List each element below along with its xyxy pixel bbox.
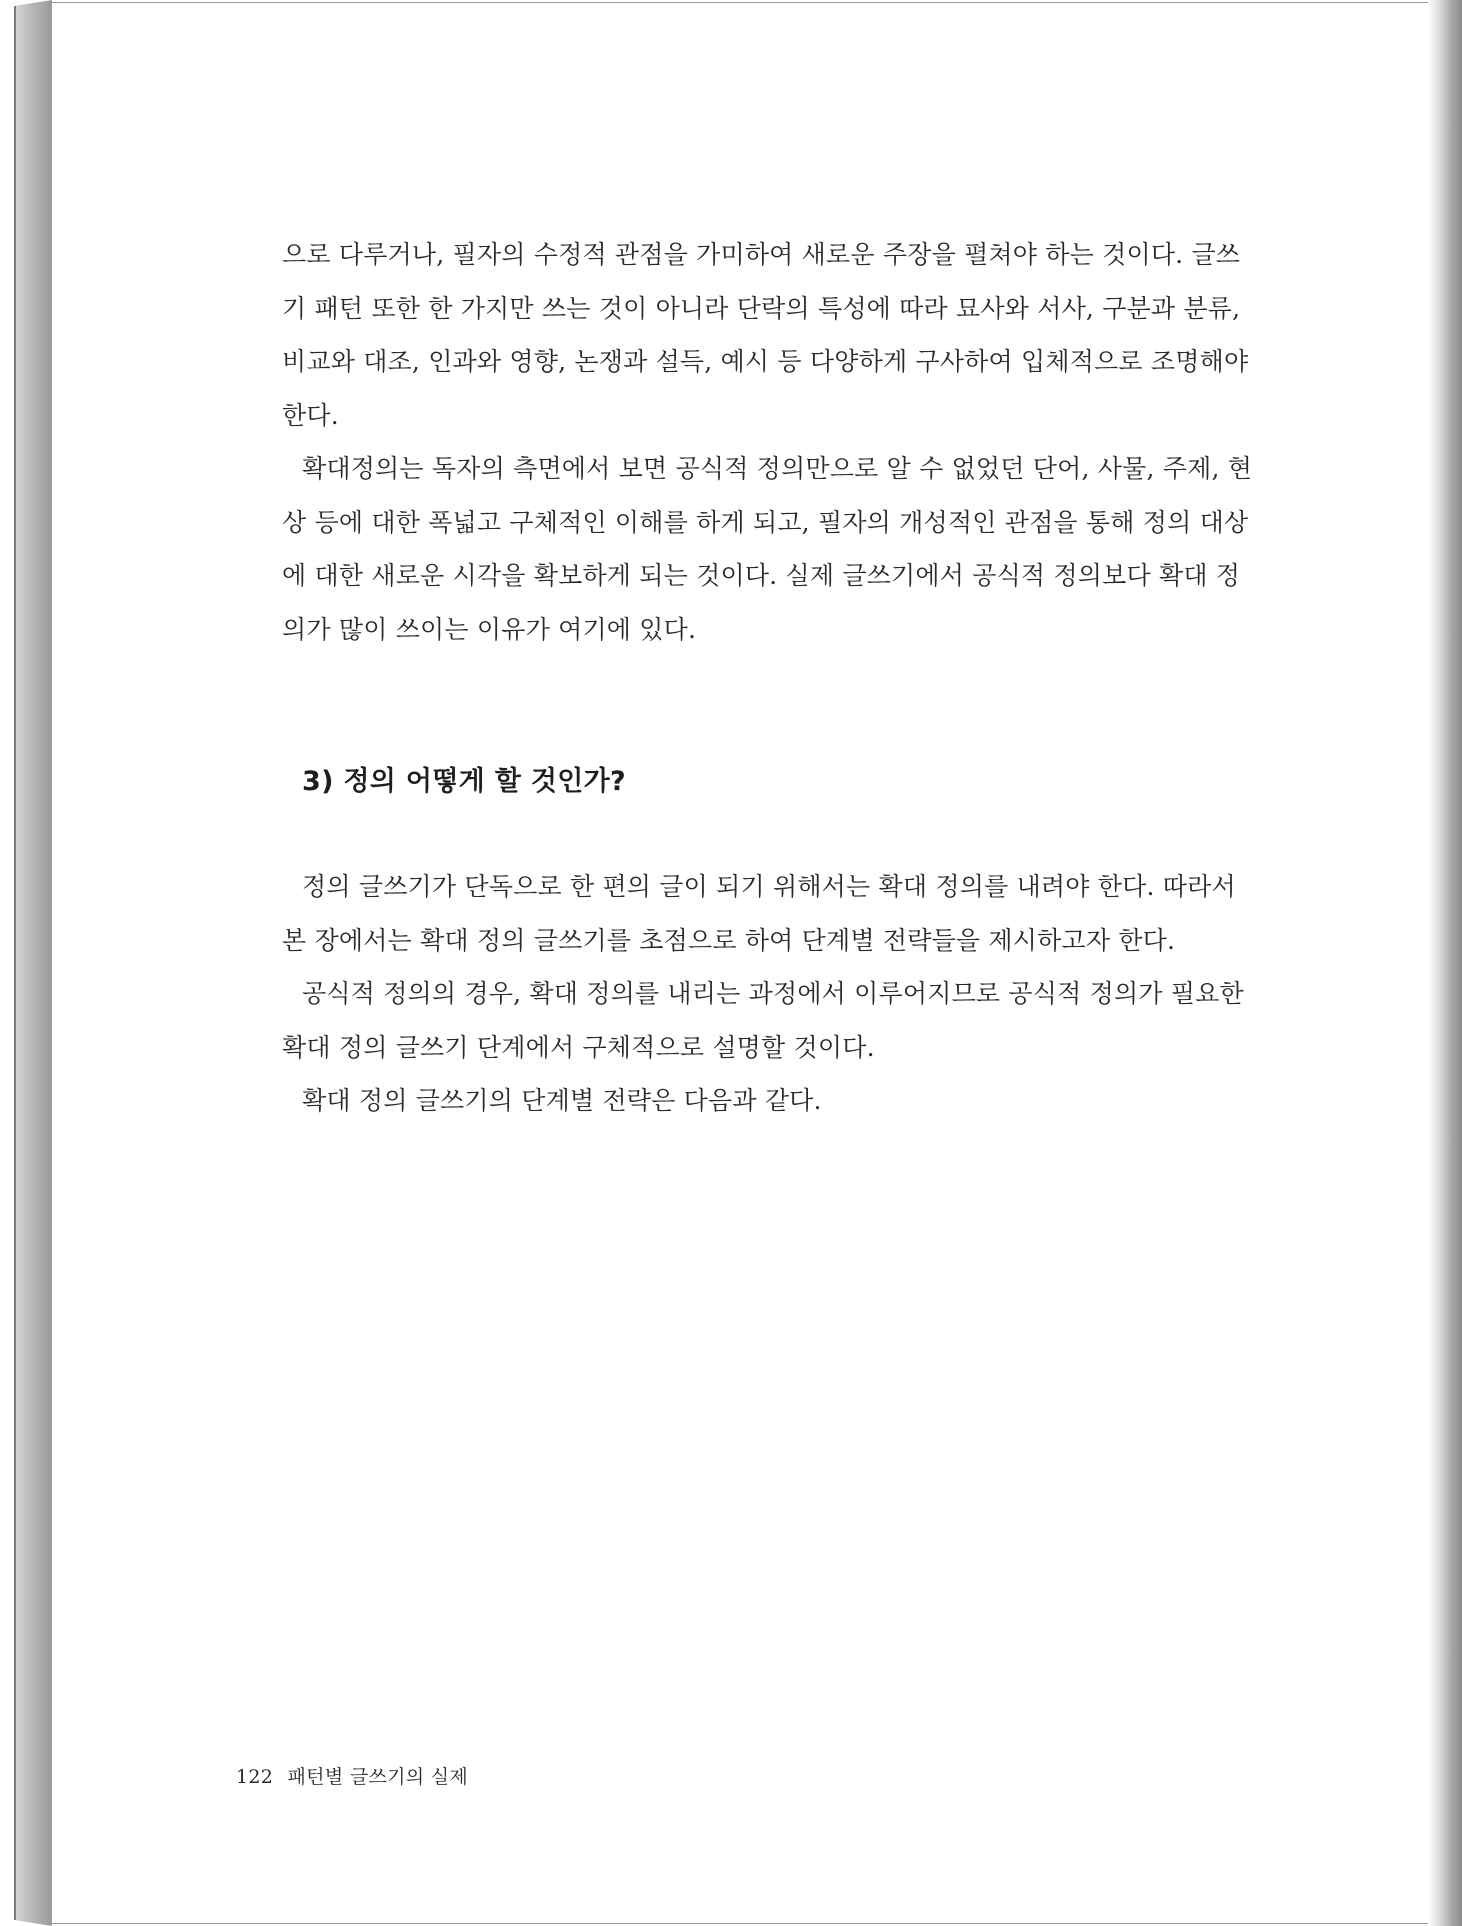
text-line: 정의 글쓰기가 단독으로 한 편의 글이 되기 위해서는 확대 정의를 내려야 한다. 따라서 (302, 872, 1236, 901)
text-line: 확대 정의 글쓰기 단계에서 구체적으로 설명할 것이다. (282, 1032, 875, 1062)
text-line: 기 패턴 또한 한 가지만 쓰는 것이 아니라 단락의 특성에 따라 묘사와 서사, 구분과 분류, (282, 293, 1241, 323)
text-line: 확대정의는 독자의 측면에서 보면 공식적 정의만으로 알 수 없었던 단어, 사물, 주제, 현 (302, 454, 1253, 483)
text-line: 한다. (282, 400, 339, 430)
page-number: 122 (236, 1766, 274, 1788)
page-footer (236, 1762, 468, 1789)
text-line: 으로 다루거나, 필자의 수정적 관점을 가미하여 새로운 주장을 펼쳐야 하는 것이다. 글쓰 (282, 240, 1241, 269)
text-line: 비교와 대조, 인과와 영향, 논쟁과 설득, 예시 등 다양하게 구사하여 입체적으로 조명해야 (282, 347, 1249, 376)
running-title: 패턴별 글쓰기의 실제 (287, 1766, 469, 1788)
section-heading: 3) 정의 어떻게 할 것인가? (302, 766, 626, 797)
page-right-shadow (1428, 0, 1462, 1926)
text-line: 확대 정의 글쓰기의 단계별 전략은 다음과 같다. (302, 1086, 822, 1115)
text-line: 상 등에 대한 폭넓고 구체적인 이해를 하게 되고, 필자의 개성적인 관점을 통해 정의 대상 (282, 507, 1249, 537)
text-line: 에 대한 새로운 시각을 확보하게 되는 것이다. 실제 글쓰기에서 공식적 정의보다 확대 정 (282, 561, 1241, 590)
book-spine-line (14, 6, 16, 1920)
text-line: 공식적 정의의 경우, 확대 정의를 내리는 과정에서 이루어지므로 공식적 정의가 필요한 (302, 979, 1244, 1008)
book-spine-edge (14, 0, 52, 1926)
text-line: 본 장에서는 확대 정의 글쓰기를 초점으로 하여 단계별 전략들을 제시하고자 한다. (282, 925, 1176, 955)
paragraph-block-1 (282, 228, 1253, 656)
paragraph-block-2 (282, 860, 1244, 1128)
text-line: 의가 많이 쓰이는 이유가 여기에 있다. (282, 614, 697, 644)
